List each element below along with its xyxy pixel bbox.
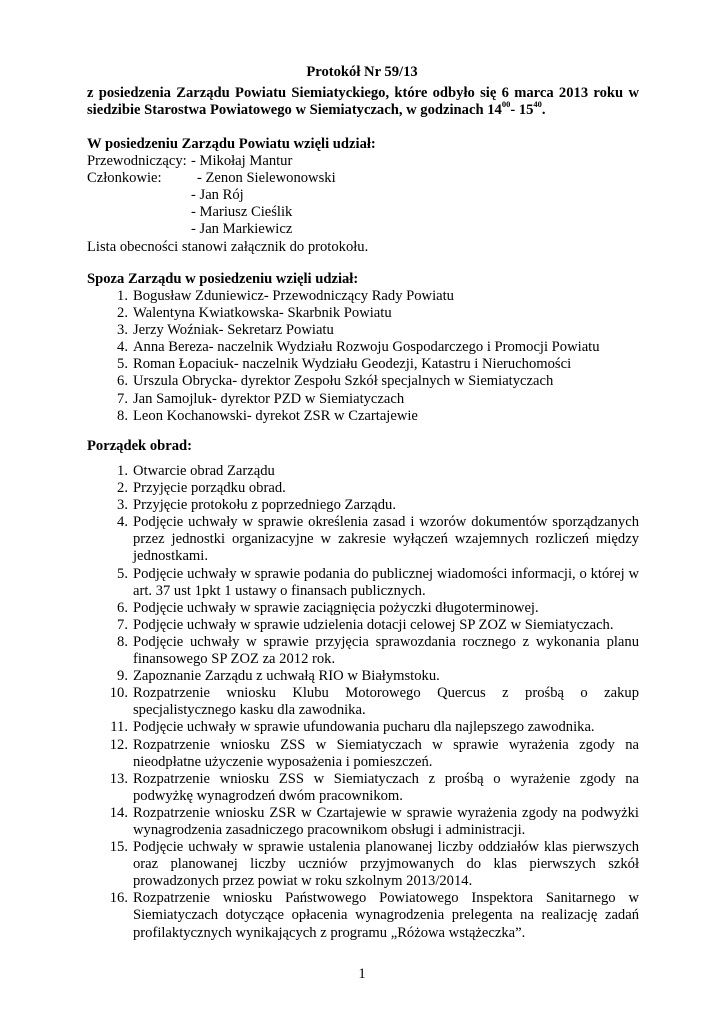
list-item-text: Anna Bereza- naczelnik Wydziału Rozwoju Gospodarczego i Promocji Powiatu (133, 339, 600, 356)
time-end-minutes: 40 (533, 99, 542, 110)
list-item (87, 566, 639, 600)
list-item-text: oraz planowanej liczby uczniów przyjmowanych do klas pierwszych szkół (133, 856, 639, 873)
list-item-text: Rozpatrzenie wniosku Państwowego Powiatowego Inspektora Sanitarnego w (133, 890, 639, 907)
subtitle-line-1: z posiedzenia Zarządu Powiatu Siemiatyckiego, które odbyło się 6 marca 2013 roku w (87, 85, 639, 101)
list-item-text: Siemiatyczach dotyczące opłacenia wynagrodzenia prelegenta na realizację zadań (133, 907, 639, 924)
list-item-number: 6. (117, 373, 128, 390)
member-name: - Jan Markiewicz (191, 221, 293, 238)
list-item-number: 1. (117, 288, 128, 304)
chair-label: Przewodniczący: (87, 153, 187, 170)
list-item (87, 685, 639, 719)
list-item-text: profilaktycznych wynikających z programu „Różowa wstążeczka”. (133, 924, 526, 941)
list-item-number: 7. (117, 616, 128, 633)
list-item-text: Rozpatrzenie wniosku ZSS w Siemiatyczach z prośbą o wyrażenie zgody na (133, 770, 639, 787)
list-item-text: nieodpłatne użyczenie wyposażenia i pomieszczeń. (133, 753, 433, 770)
list-item-text: wynagrodzenia zasadniczego pracownikom obsługi i administracji. (133, 821, 526, 838)
list-item-number: 4. (117, 339, 128, 356)
list-item (87, 839, 639, 890)
guests-list (87, 288, 639, 425)
list-item-number: 12. (109, 736, 128, 753)
list-item-number: 3. (117, 322, 128, 339)
time-separator: - 15 (510, 102, 534, 119)
list-item (87, 514, 639, 565)
list-item-number: 14. (109, 804, 128, 821)
list-item-text: prowadzonych przez powiat w roku szkolnym 2013/2014. (133, 873, 473, 890)
list-item-text: jednostkami. (133, 548, 208, 565)
list-item-text: Otwarcie obrad Zarządu (133, 463, 275, 479)
subtitle-line-2-text: siedzibie Starostwa Powiatowego w Siemiatyczach, w godzinach 14 (87, 102, 502, 119)
list-item-text: Przyjęcie protokołu z poprzedniego Zarządu. (133, 497, 396, 514)
list-item-number: 2. (117, 305, 128, 322)
agenda-list (87, 463, 639, 942)
list-item-number: 9. (117, 668, 128, 685)
list-item-text: Jan Samojluk- dyrektor PZD w Siemiatyczach (133, 390, 405, 407)
list-item (87, 339, 639, 356)
list-item-text: art. 37 ust 1pkt 1 ustawy o finansach publicznych. (133, 582, 426, 599)
guests-heading: Spoza Zarządu w posiedzeniu wzięli udział: (87, 271, 359, 287)
member-name: - Jan Rój (191, 187, 244, 204)
agenda-heading: Porządek obrad: (87, 438, 192, 454)
members-label: Członkowie: (87, 170, 162, 187)
list-item (87, 497, 639, 514)
list-item-text: Podjęcie uchwały w sprawie podania do publicznej wiadomości informacji, o której w (133, 565, 639, 582)
list-item-text: Bogusław Zduniewicz- Przewodniczący Rady Powiatu (133, 288, 454, 304)
protocol-title: Protokół Nr 59/13 (306, 64, 418, 80)
list-item (87, 634, 639, 668)
list-item-text: Jerzy Woźniak- Sekretarz Powiatu (133, 322, 334, 339)
list-item-text: specjalistycznego kasku dla zawodnika. (133, 702, 366, 719)
list-item (87, 408, 639, 425)
list-item (87, 373, 639, 390)
list-item (87, 805, 639, 839)
member-name: - Zenon Sielewonowski (197, 170, 336, 187)
protocol-subtitle (87, 85, 639, 119)
list-item-number: 7. (117, 390, 128, 407)
list-item (87, 356, 639, 373)
list-item-number: 3. (117, 497, 128, 514)
time-end-dot: . (541, 102, 546, 119)
list-item (87, 719, 639, 736)
list-item-number: 4. (117, 514, 128, 531)
page-number: 1 (358, 966, 366, 982)
list-item-number: 8. (117, 407, 128, 424)
list-item-number: 8. (117, 633, 128, 650)
list-item-number: 13. (109, 770, 128, 787)
list-item-text: Rozpatrzenie wniosku ZSS w Siemiatyczach w sprawie wyrażenia zgody na (133, 736, 639, 753)
member-name: - Mariusz Cieślik (191, 204, 293, 221)
list-item-number: 1. (117, 463, 128, 479)
list-item-text: Walentyna Kwiatkowska- Skarbnik Powiatu (133, 305, 392, 322)
list-item-number: 16. (109, 890, 128, 907)
list-item-text: Zapoznanie Zarządu z uchwałą RIO w Białymstoku. (133, 668, 440, 685)
list-item-text: Urszula Obrycka- dyrektor Zespołu Szkół specjalnych w Siemiatyczach (133, 373, 554, 390)
list-item-text: Podjęcie uchwały w sprawie udzielenia dotacji celowej SP ZOZ w Siemiatyczach. (133, 616, 614, 633)
list-item (87, 617, 639, 634)
list-item (87, 463, 639, 480)
list-item (87, 391, 639, 408)
list-item-text: finansowego SP ZOZ za 2012 rok. (133, 651, 336, 668)
attendance-note: Lista obecności stanowi załącznik do protokołu. (87, 238, 369, 255)
list-item-text: Podjęcie uchwały w sprawie zaciągnięcia pożyczki długoterminowej. (133, 599, 539, 616)
list-item-text: Roman Łopaciuk- naczelnik Wydziału Geodezji, Katastru i Nieruchomości (133, 356, 572, 373)
list-item (87, 305, 639, 322)
list-item (87, 668, 639, 685)
list-item (87, 600, 639, 617)
list-item (87, 480, 639, 497)
board-section (87, 136, 647, 256)
list-item-text: przez jednostki organizacyjne w zakresie wyłączeń wzajemnych rozliczeń między (133, 531, 639, 548)
chair-row (87, 153, 647, 170)
list-item (87, 890, 639, 941)
list-item-text: Przyjęcie porządku obrad. (133, 480, 286, 497)
list-item-number: 5. (117, 356, 128, 373)
list-item-text: Podjęcie uchwały w sprawie przyjęcia sprawozdania rocznego z wykonania planu (133, 633, 639, 650)
chair-name: - Mikołaj Mantur (191, 153, 293, 170)
time-start-minutes: 00 (501, 99, 511, 110)
list-item-number: 15. (109, 839, 128, 856)
list-item (87, 288, 639, 305)
subtitle-line-2 (87, 99, 639, 119)
list-item-number: 6. (117, 599, 128, 616)
list-item-text: Podjęcie uchwały w sprawie ufundowania pucharu dla najlepszego zawodnika. (133, 719, 595, 736)
members-row (87, 170, 647, 187)
list-item (87, 737, 639, 771)
list-item (87, 322, 639, 339)
list-item (87, 771, 639, 805)
list-item-text: Leon Kochanowski- dyrekot ZSR w Czartajewie (133, 407, 418, 424)
list-item-number: 11. (110, 719, 128, 736)
list-item-number: 5. (117, 565, 128, 582)
list-item-text: Rozpatrzenie wniosku Klubu Motorowego Quercus z prośbą o zakup (133, 685, 639, 702)
list-item-text: Podjęcie uchwały w sprawie ustalenia planowanej liczby oddziałów klas pierwszych (133, 839, 639, 856)
board-heading: W posiedzeniu Zarządu Powiatu wzięli udział: (87, 136, 376, 152)
list-item-text: Rozpatrzenie wniosku ZSR w Czartajewie w sprawie wyrażenia zgody na podwyżki (133, 804, 639, 821)
list-item-number: 2. (117, 480, 128, 497)
list-item-number: 10. (109, 685, 128, 702)
list-item-text: podwyżkę wynagrodzeń dwóm pracownikom. (133, 787, 403, 804)
list-item-text: Podjęcie uchwały w sprawie określenia zasad i wzorów dokumentów sporządzanych (133, 514, 639, 531)
